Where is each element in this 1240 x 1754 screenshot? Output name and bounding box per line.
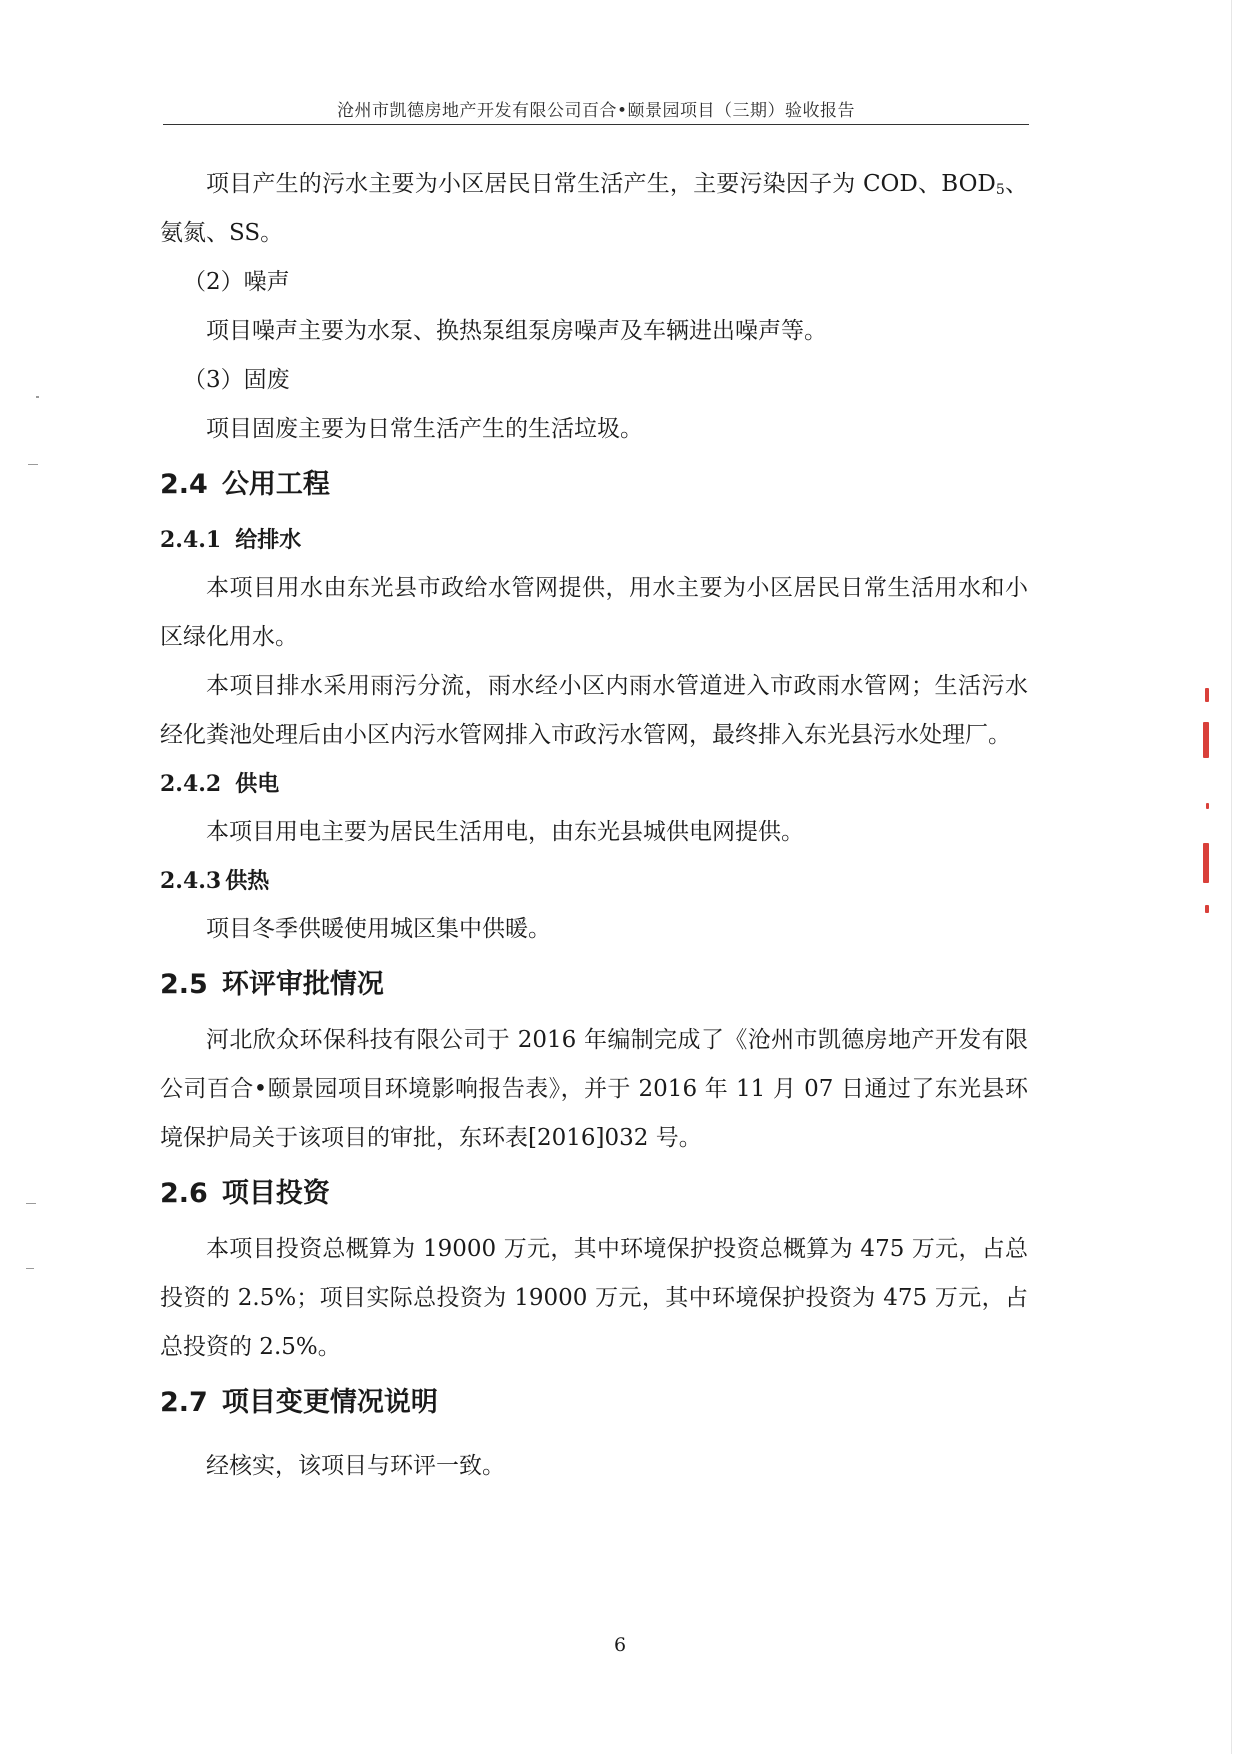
scan-mark [1203, 722, 1209, 758]
drainage-paragraph: 本项目排水采用雨污分流，雨水经小区内雨水管道进入市政雨水管网；生活污水经化粪池处理后由小区内污水管网排入市政污水管网，最终排入东光县污水处理厂。 [160, 673, 1028, 748]
pollution-text-b: 、氨氮、SS。 [160, 171, 1028, 246]
scan-dot [28, 464, 38, 465]
scan-mark [1203, 843, 1209, 883]
scan-dot [26, 1203, 36, 1204]
scan-mark [1205, 688, 1209, 702]
scan-mark [1206, 803, 1209, 809]
scan-dot [36, 396, 39, 398]
page-content [160, 160, 1028, 1491]
subsection-title: 供电 [235, 771, 280, 797]
subsection-number: 2.4.2 [160, 771, 222, 797]
noise-heading: （2）噪声 [183, 269, 290, 295]
subsection-title: 供热 [225, 868, 270, 894]
page-number: 6 [613, 1634, 627, 1656]
subsection-title: 给排水 [235, 527, 302, 553]
section-title: 公用工程 [221, 469, 330, 500]
section-heading-2-6 [160, 1163, 1028, 1225]
section-title: 项目投资 [221, 1178, 330, 1209]
solid-waste-paragraph: 项目固废主要为日常生活产生的生活垃圾。 [206, 416, 643, 442]
pollution-text-a: 项目产生的污水主要为小区居民日常生活产生，主要污染因子为 COD、BOD [206, 171, 996, 197]
scan-mark [1205, 905, 1209, 913]
heating-paragraph: 项目冬季供暖使用城区集中供暖。 [206, 916, 551, 942]
subsection-number: 2.4.1 [160, 527, 222, 553]
section-title: 环评审批情况 [221, 969, 384, 1000]
subsection-heading-2-4-2 [160, 760, 1028, 808]
section-heading-2-4 [160, 454, 1028, 516]
solid-waste-heading: （3）固废 [183, 367, 290, 393]
subsection-number: 2.4.3 [160, 868, 222, 894]
power-supply-paragraph: 本项目用电主要为居民生活用电，由东光县城供电网提供。 [206, 819, 804, 845]
investment-paragraph: 本项目投资总概算为 19000 万元，其中环境保护投资总概算为 475 万元，占总投资的 2.5%；项目实际总投资为 19000 万元，其中环境保护投资为 475 万元，占总投资的 2.5%。 [160, 1236, 1028, 1360]
section-number: 2.5 [160, 969, 208, 1000]
header-rule [163, 124, 1029, 125]
scan-dot [26, 1268, 34, 1269]
noise-paragraph: 项目噪声主要为水泵、换热泵组泵房噪声及车辆进出噪声等。 [206, 318, 827, 344]
bod-subscript: 5 [995, 182, 1005, 198]
pollution-paragraph [160, 160, 1028, 258]
section-number: 2.7 [160, 1387, 208, 1418]
subsection-heading-2-4-3 [160, 857, 1028, 905]
eia-approval-paragraph: 河北欣众环保科技有限公司于 2016 年编制完成了《沧州市凯德房地产开发有限公司百合•颐景园项目环境影响报告表》，并于 2016 年 11 月 07 日通过了东光县环境保护局关于该项目的审批，东环表[2016]032 号。 [160, 1027, 1028, 1151]
section-number: 2.6 [160, 1178, 208, 1209]
section-heading-2-5 [160, 954, 1028, 1016]
section-heading-2-7 [160, 1372, 1028, 1434]
running-header: 沧州市凯德房地产开发有限公司百合•颐景园项目（三期）验收报告 [336, 101, 856, 121]
page-edge-line [1231, 0, 1232, 1754]
subsection-heading-2-4-1 [160, 516, 1028, 564]
change-description-paragraph: 经核实，该项目与环评一致。 [206, 1453, 505, 1479]
section-number: 2.4 [160, 469, 208, 500]
water-supply-paragraph: 本项目用水由东光县市政给水管网提供，用水主要为小区居民日常生活用水和小区绿化用水。 [160, 575, 1028, 650]
section-title: 项目变更情况说明 [221, 1387, 438, 1418]
